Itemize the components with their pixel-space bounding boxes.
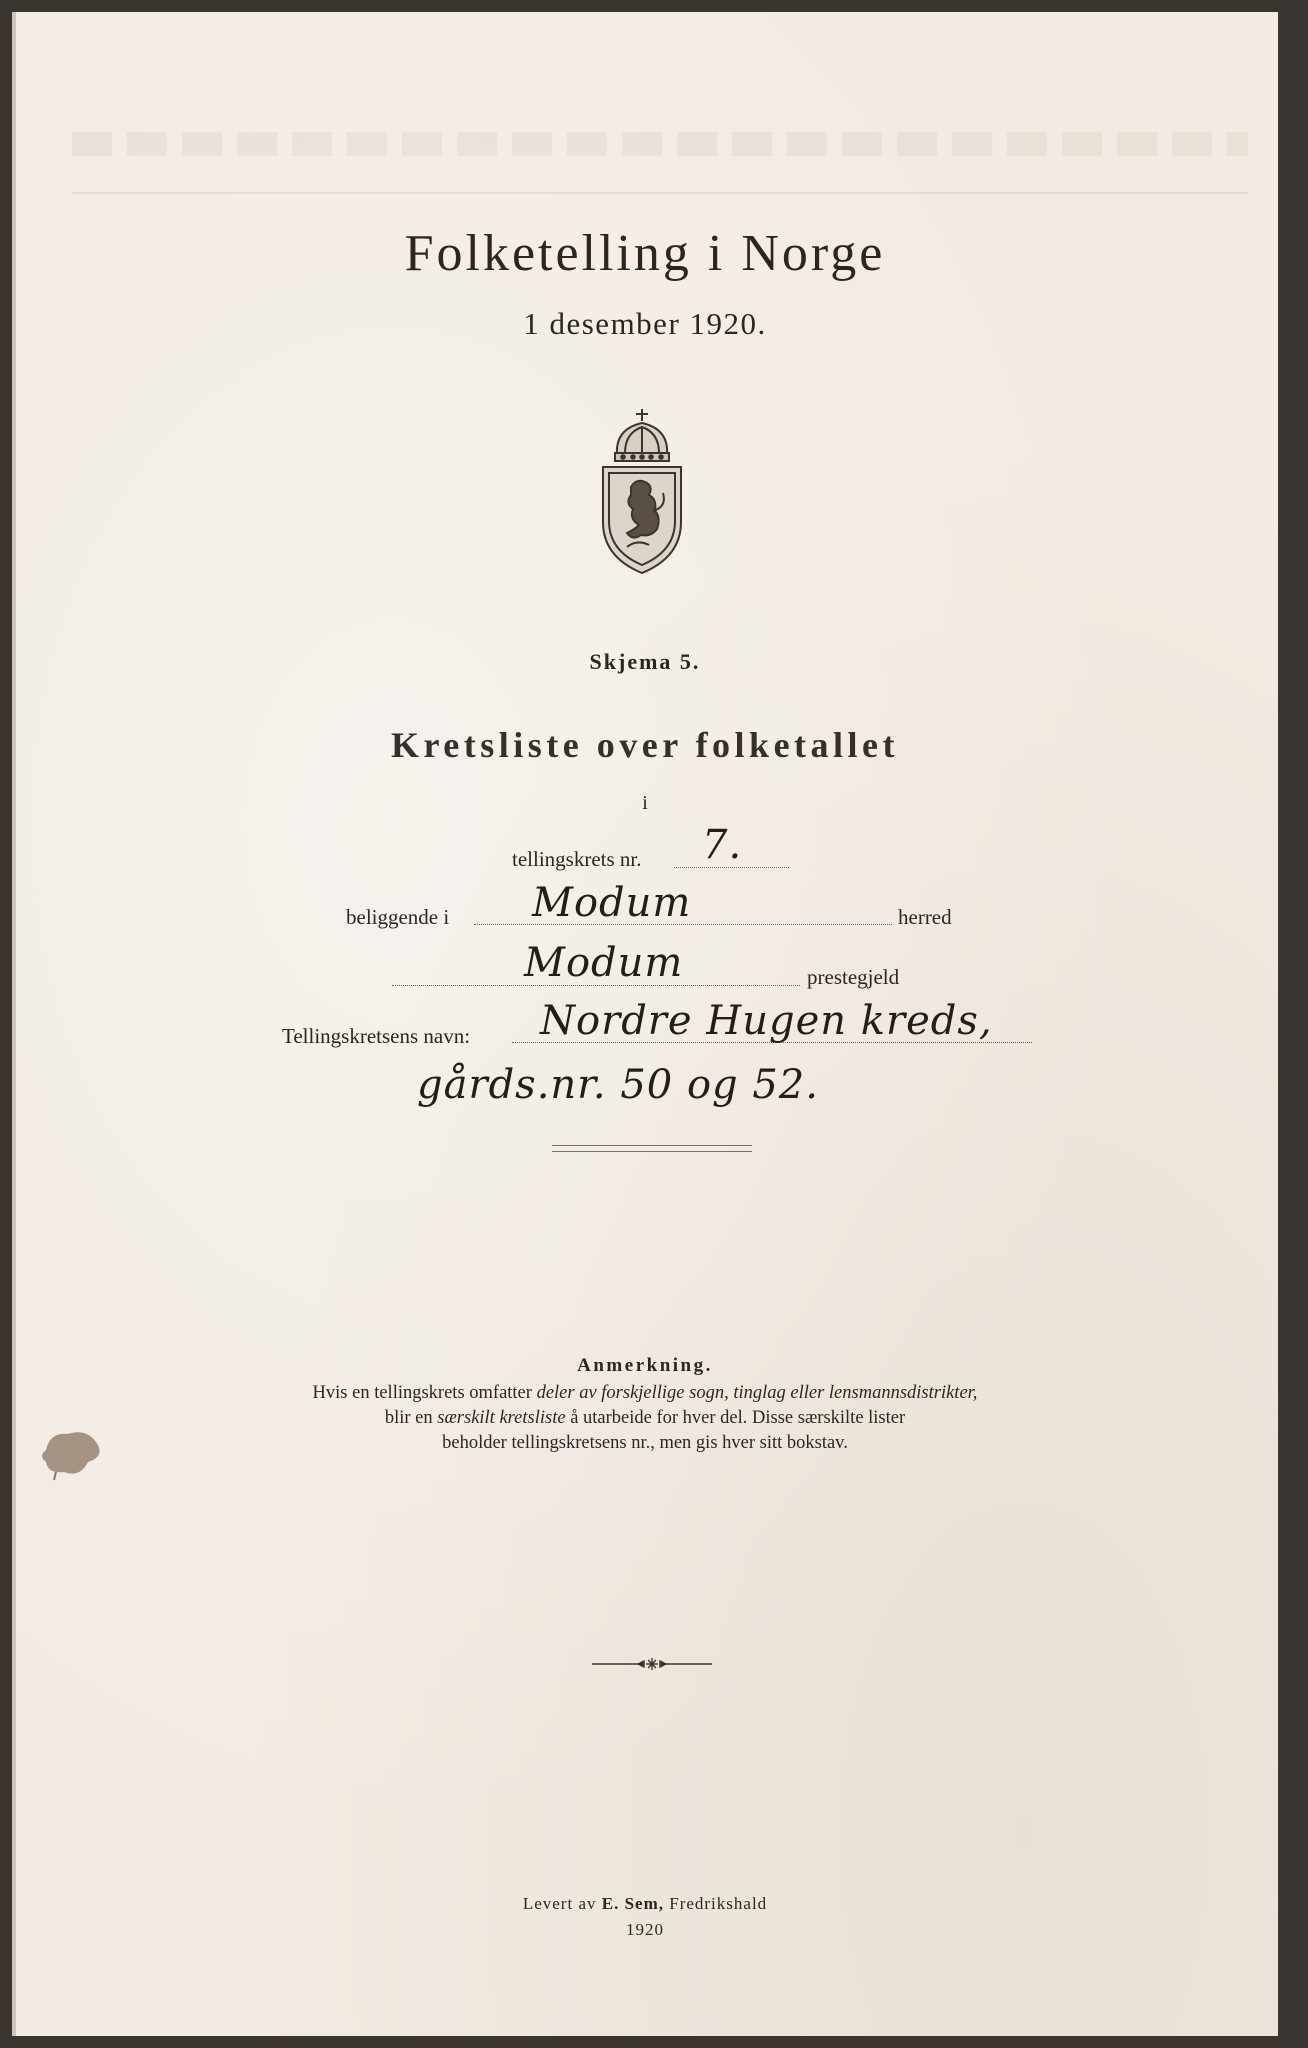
district-number-label: tellingskrets nr. [512,847,642,871]
note-line-2 [12,1408,1278,1429]
bleed-through-line [72,132,1248,156]
note-line-2-italic: særskilt kretsliste [437,1408,566,1428]
ink-stain-icon [36,1422,106,1482]
note-line-1-italic: deler av forskjellige sogn, tinglag eller lensmannsdistrikter, [536,1383,978,1403]
imprint-printer: E. Sem, [601,1894,664,1913]
census-form-page [12,12,1278,2036]
note-line-2-end: å utarbeide for hver del. Disse særskilte lister [565,1408,906,1428]
note-line-1-text: Hvis en tellingskrets omfatter [312,1383,537,1403]
imprint-city: Fredrikshald [663,1894,768,1913]
bleed-through-rule [72,192,1248,194]
district-name-value-line2: gårds.nr. 50 og 52. [417,1062,819,1108]
note-line-2-text: blir en [384,1408,438,1428]
imprint-prefix: Levert av [522,1894,602,1913]
norwegian-coat-of-arms-icon [597,407,687,577]
star-ornament-icon [592,1657,712,1671]
census-date: 1 desember 1920. [523,306,767,341]
note-title: Anmerkning. [577,1355,713,1376]
imprint-year: 1920 [626,1920,664,1939]
form-heading: Kretsliste over folketallet [390,725,900,765]
preposition-label: i [642,792,648,814]
prestegjeld-label: prestegjeld [807,965,900,989]
district-number-value: 7. [702,822,743,868]
document-title: Folketelling i Norge [404,225,886,282]
schema-label: Skjema 5. [589,649,701,674]
herred-value: Modum [532,880,692,926]
printer-imprint [12,1894,1278,1914]
district-name-value-line1: Nordre Hugen kreds, [540,998,993,1044]
herred-label: herred [898,905,952,929]
prestegjeld-value: Modum [524,940,684,986]
note-line-1 [12,1383,1278,1404]
located-in-label: beliggende i [346,905,450,929]
divider-rule [552,1145,752,1146]
district-name-label: Tellingskretsens navn: [282,1024,471,1048]
note-line-3: beholder tellingskretsens nr., men gis hver sitt bokstav. [442,1433,848,1453]
divider-rule [552,1151,752,1152]
